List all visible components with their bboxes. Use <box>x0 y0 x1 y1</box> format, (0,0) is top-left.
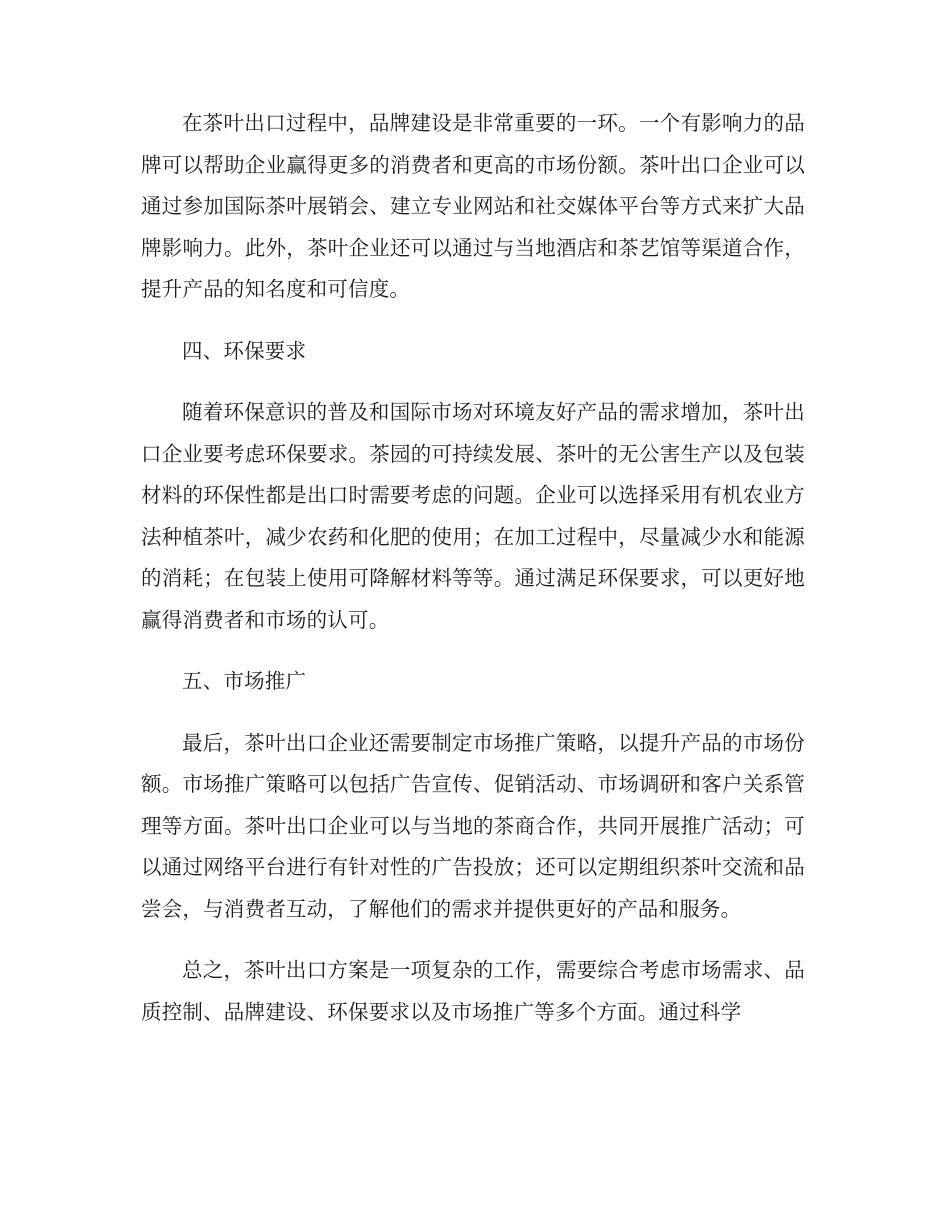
section-heading-marketing: 五、市场推广 <box>182 669 307 693</box>
document-body <box>141 103 805 1053</box>
paragraph-environmental: 随着环保意识的普及和国际市场对环境友好产品的需求增加，茶叶出口企业要考虑环保要求。茶园的可持续发展、茶叶的无公害生产以及包装材料的环保性都是出口时需要考虑的问题。企业可以选择采用有机农业方法种植茶叶，减少农药和化肥的使用；在加工过程中，尽量减少水和能源的消耗；在包装上使用可降解材料等等。通过满足环保要求，可以更好地赢得消费者和市场的认可。 <box>141 400 805 632</box>
paragraph-conclusion: 总之，茶叶出口方案是一项复杂的工作，需要综合考虑市场需求、品质控制、品牌建设、环保要求以及市场推广等多个方面。通过科学 <box>141 958 805 1024</box>
section-heading-environmental: 四、环保要求 <box>182 338 307 363</box>
paragraph-brand-building: 在茶叶出口过程中，品牌建设是非常重要的一环。一个有影响力的品牌可以帮助企业赢得更多的消费者和更高的市场份额。茶叶出口企业可以通过参加国际茶叶展销会、建立专业网站和社交媒体平台等方式来扩大品牌影响力。此外，茶叶企业还可以通过与当地酒店和茶艺馆等渠道合作，提升产品的知名度和可信度。 <box>141 111 805 301</box>
paragraph-marketing: 最后，茶叶出口企业还需要制定市场推广策略，以提升产品的市场份额。市场推广策略可以包括广告宣传、促销活动、市场调研和客户关系管理等方面。茶叶出口企业可以与当地的茶商合作，共同开展推广活动；可以通过网络平台进行有针对性的广告投放；还可以定期组织茶叶交流和品尝会，与消费者互动，了解他们的需求并提供更好的产品和服务。 <box>141 730 805 921</box>
